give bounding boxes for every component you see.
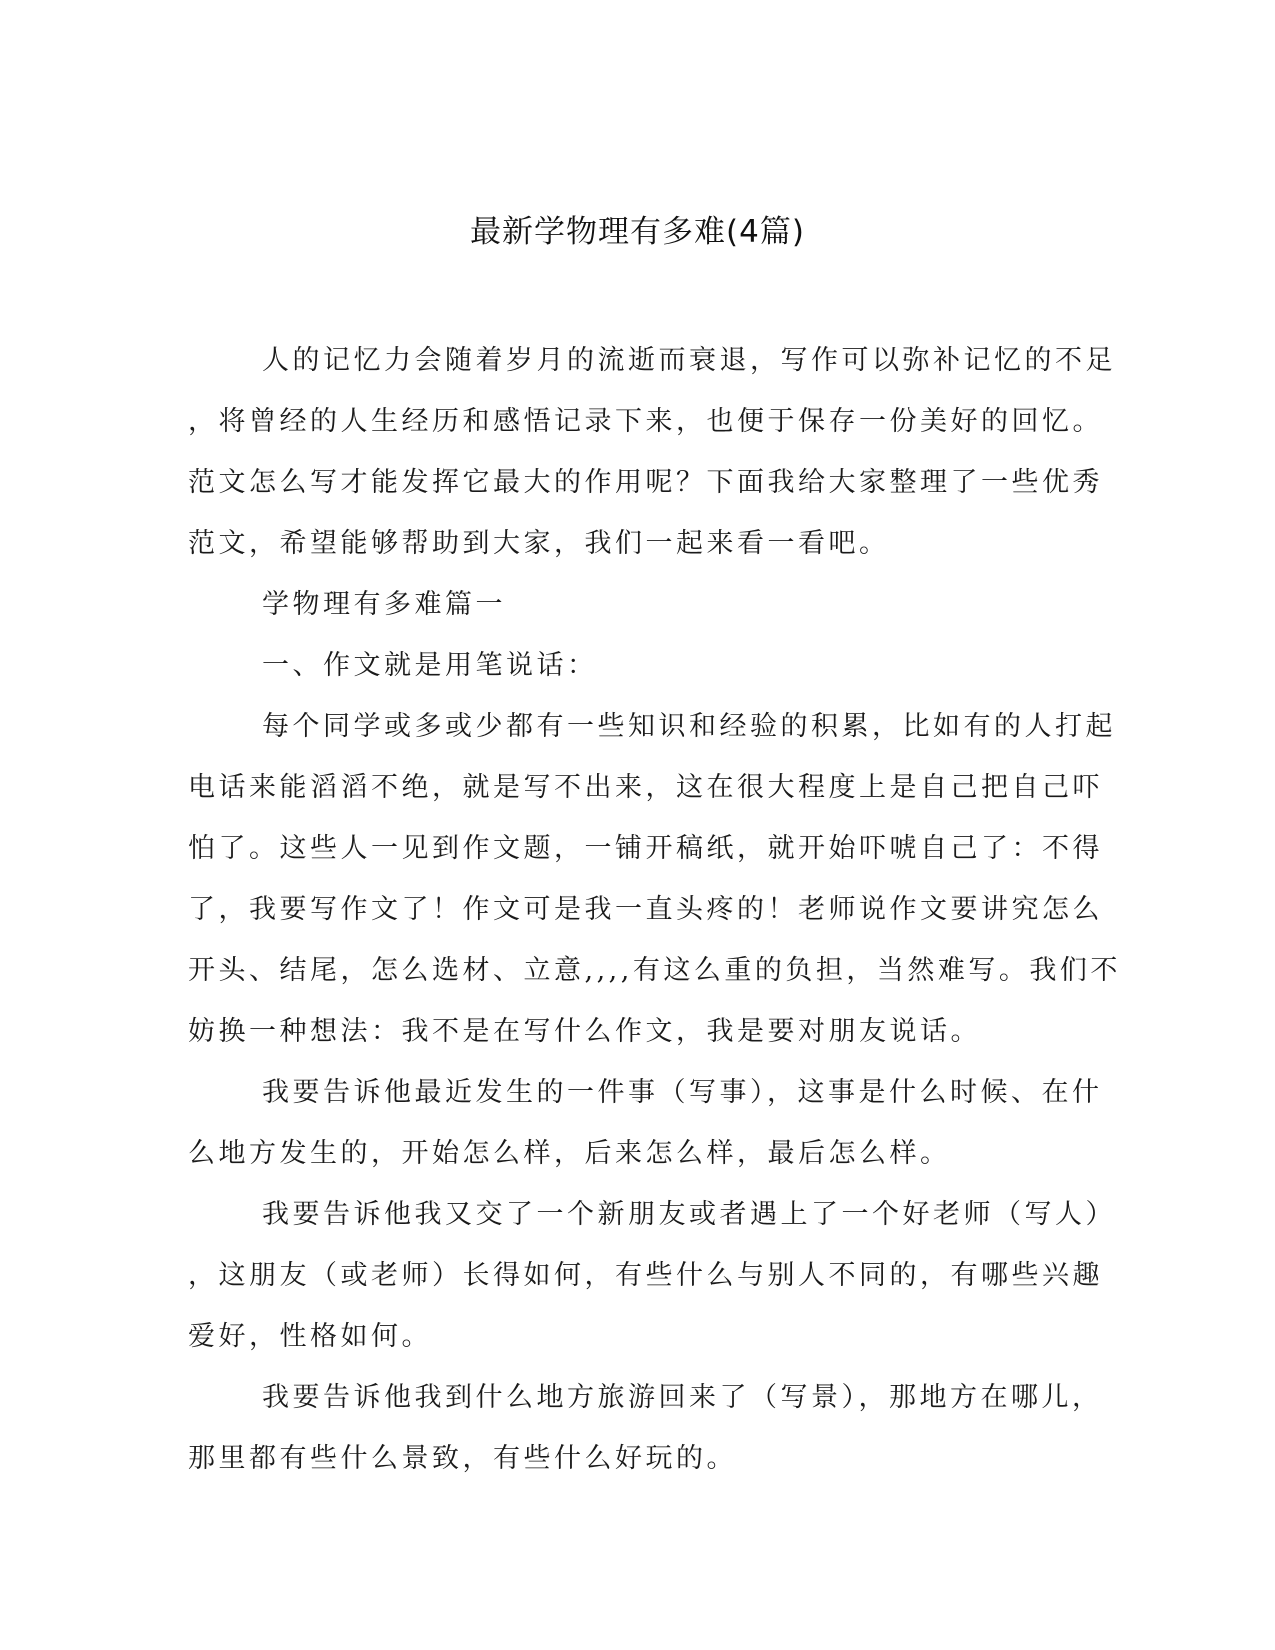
paragraph-line: 范文怎么写才能发挥它最大的作用呢？下面我给大家整理了一些优秀 xyxy=(188,467,1103,498)
paragraph xyxy=(188,1062,1103,1184)
paragraph-line: 我要告诉他我又交了一个新朋友或者遇上了一个好老师（写人） xyxy=(262,1199,1116,1230)
paragraph-line: 妨换一种想法：我不是在写什么作文，我是要对朋友说话。 xyxy=(188,1016,981,1047)
paragraph-line: 那里都有些什么景致，有些什么好玩的。 xyxy=(188,1443,737,1474)
paragraph-line: ，将曾经的人生经历和感悟记录下来，也便于保存一份美好的回忆。 xyxy=(188,406,1103,437)
paragraph-line: 我要告诉他我到什么地方旅游回来了（写景），那地方在哪儿， xyxy=(262,1382,1103,1413)
paragraph xyxy=(188,330,1116,574)
paragraph xyxy=(188,635,1068,696)
paragraph-line: 学物理有多难篇一 xyxy=(262,589,506,620)
paragraph-line: 开头、结尾，怎么选材、立意,,,,有这么重的负担，当然难写。我们不 xyxy=(188,955,1121,986)
paragraph-line: 人的记忆力会随着岁月的流逝而衰退，写作可以弥补记忆的不足 xyxy=(262,345,1116,376)
paragraph-line: 了，我要写作文了！作文可是我一直头疼的！老师说作文要讲究怎么 xyxy=(188,894,1103,925)
paragraph-line: 一、作文就是用笔说话： xyxy=(262,650,598,681)
paragraph-line: 爱好，性格如何。 xyxy=(188,1321,432,1352)
paragraph xyxy=(188,1367,1103,1489)
paragraph-line: 怕了。这些人一见到作文题，一铺开稿纸，就开始吓唬自己了：不得 xyxy=(188,833,1103,864)
document-body xyxy=(188,330,1121,1489)
paragraph xyxy=(188,1184,1116,1367)
paragraph xyxy=(188,696,1121,1062)
paragraph-line: 每个同学或多或少都有一些知识和经验的积累，比如有的人打起 xyxy=(262,711,1116,742)
paragraph-line: 电话来能滔滔不绝，就是写不出来，这在很大程度上是自己把自己吓 xyxy=(188,772,1103,803)
paragraph xyxy=(188,574,1068,635)
paragraph-line: 我要告诉他最近发生的一件事（写事），这事是什么时候、在什 xyxy=(262,1077,1103,1108)
paragraph-line: 范文，希望能够帮助到大家，我们一起来看一看吧。 xyxy=(188,528,890,559)
paragraph-line: ，这朋友（或老师）长得如何，有些什么与别人不同的，有哪些兴趣 xyxy=(188,1260,1103,1291)
paragraph-line: 么地方发生的，开始怎么样，后来怎么样，最后怎么样。 xyxy=(188,1138,951,1169)
document-title: 最新学物理有多难(4篇) xyxy=(470,214,805,250)
